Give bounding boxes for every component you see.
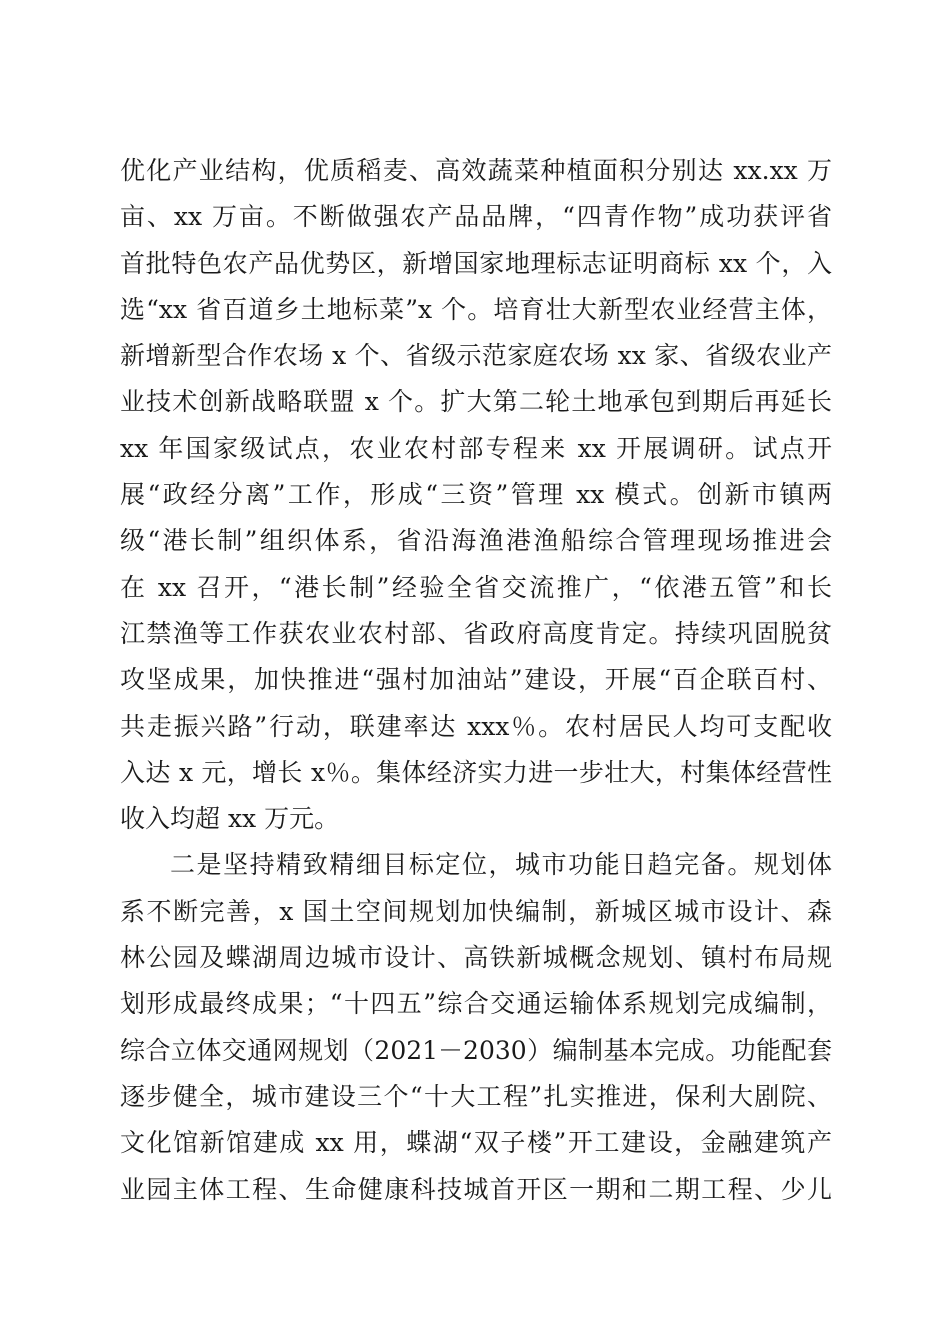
paragraph-2 <box>120 842 832 1212</box>
text-line: 林公园及蝶湖周边城市设计、高铁新城概念规划、镇村布局规 <box>120 943 832 973</box>
text-line: 综合立体交通网规划（2021－2030）编制基本完成。功能配套 <box>120 1035 832 1065</box>
text-line: 划形成最终成果；“十四五”综合交通运输体系规划完成编制， <box>120 989 832 1019</box>
text-line: 新增新型合作农场 x 个、省级示范家庭农场 xx 家、省级农业产 <box>120 341 832 371</box>
text-line: 入达 x 元，增长 x％。集体经济实力进一步壮大，村集体经营性 <box>120 757 832 787</box>
text-line: 展“政经分离”工作，形成“三资”管理 xx 模式。创新市镇两 <box>120 480 832 510</box>
text-line: 在 xx 召开，“港长制”经验全省交流推广，“依港五管”和长 <box>120 572 832 602</box>
text-line: 攻坚成果，加快推进“强村加油站”建设，开展“百企联百村、 <box>120 665 832 695</box>
text-line-indented: 二是坚持精致精细目标定位，城市功能日趋完备。规划体 <box>170 850 832 880</box>
text-line: 文化馆新馆建成 xx 用，蝶湖“双子楼”开工建设，金融建筑产 <box>120 1128 832 1158</box>
text-line: 逐步健全，城市建设三个“十大工程”扎实推进，保利大剧院、 <box>120 1081 832 1111</box>
text-line: 江禁渔等工作获农业农村部、省政府高度肯定。持续巩固脱贫 <box>120 618 832 648</box>
text-line: 亩、xx 万亩。不断做强农产品品牌，“四青作物”成功获评省 <box>120 202 832 232</box>
text-line: 业园主体工程、生命健康科技城首开区一期和二期工程、少儿 <box>120 1174 832 1204</box>
paragraph-1 <box>120 148 832 842</box>
document-body <box>120 148 832 1213</box>
text-line: xx 年国家级试点，农业农村部专程来 xx 开展调研。试点开 <box>120 433 832 463</box>
text-line: 首批特色农产品优势区，新增国家地理标志证明商标 xx 个，入 <box>120 248 832 278</box>
text-line: 业技术创新战略联盟 x 个。扩大第二轮土地承包到期后再延长 <box>120 387 832 417</box>
text-line-last: 收入均超 xx 万元。 <box>120 804 340 834</box>
text-line: 系不断完善，x 国土空间规划加快编制，新城区城市设计、森 <box>120 896 832 926</box>
text-line: 共走振兴路”行动，联建率达 xxx％。农村居民人均可支配收 <box>120 711 832 741</box>
text-line: 优化产业结构，优质稻麦、高效蔬菜种植面积分别达 xx.xx 万 <box>120 156 832 185</box>
text-line: 选“xx 省百道乡土地标菜”x 个。培育壮大新型农业经营主体， <box>120 294 832 324</box>
text-line: 级“港长制”组织体系，省沿海渔港渔船综合管理现场推进会 <box>120 526 832 556</box>
